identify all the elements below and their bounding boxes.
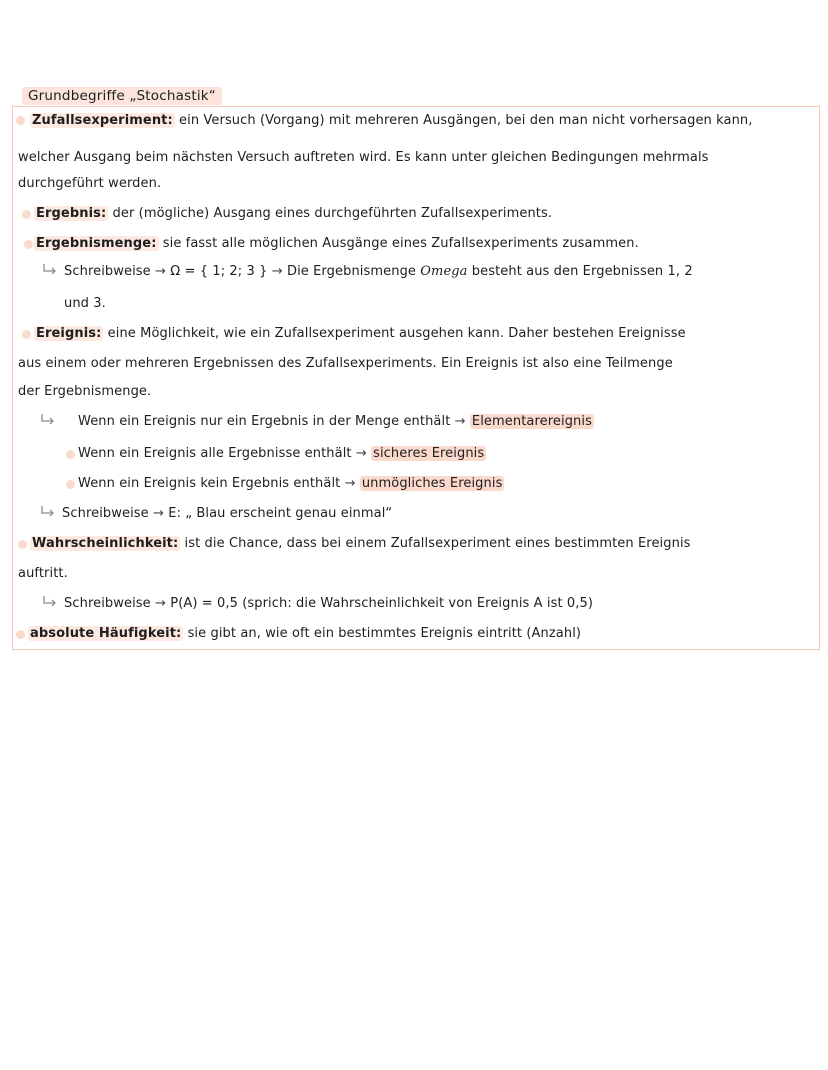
hook-arrow-icon [40,414,56,424]
hook-arrow-icon [42,596,58,606]
notation-label: Schreibweise [62,506,149,521]
ereignis-line-2: aus einem oder mehreren Ergebnissen des Zufallsexperiments. Ein Ereignis ist also eine Teilmenge [18,356,673,371]
definition-text: sie gibt an, wie oft ein bestimmtes Ereignis eintritt (Anzahl) [187,626,582,641]
bullet-dot-icon [22,210,31,219]
definition-text: sie fasst alle möglichen Ausgänge eines Zufallsexperiments zusammen. [162,236,639,251]
notation-formula: Ω = { 1; 2; 3 } [170,264,268,279]
ereignis-case-2 [78,446,486,461]
definition-text: eine Möglichkeit, wie ein Zufallsexperiment ausgehen kann. Daher bestehen Ereignisse [107,326,686,341]
right-arrow-icon: → [344,476,356,491]
right-arrow-icon: → [153,506,165,521]
term-haeufigkeit: absolute Häufigkeit: [30,626,182,641]
haeufigkeit-line [28,626,581,641]
case-result: sicheres Ereignis [373,446,485,461]
hook-arrow-icon [42,264,58,274]
omega-word: Omega [420,264,468,279]
notation-text: E: „ Blau erscheint genau einmal“ [168,506,393,521]
ergebnismenge-notation-line-2: und 3. [64,296,106,311]
term-ereignis: Ereignis: [36,326,102,341]
term-zufallsexperiment: Zufallsexperiment: [32,113,173,128]
definition-text: ein Versuch (Vorgang) mit mehreren Ausgängen, bei den man nicht vorhersagen kann, [179,113,753,128]
case-condition: Wenn ein Ereignis alle Ergebnisse enthält [78,446,352,461]
case-result: unmögliches Ereignis [361,476,503,491]
term-ergebnis: Ergebnis: [36,206,107,221]
term-wahrscheinlichkeit: Wahrscheinlichkeit: [32,536,179,551]
ereignis-notation [40,506,392,521]
right-arrow-icon: → [454,414,466,429]
notation-text: P(A) = 0,5 (sprich: die Wahrscheinlichkeit von Ereignis A ist 0,5) [170,596,594,611]
right-arrow-icon: → [355,446,367,461]
ereignis-line-3: der Ergebnismenge. [18,384,152,399]
ergebnismenge-line [34,236,639,251]
right-arrow-icon: → [155,264,167,279]
definition-text: ist die Chance, dass bei einem Zufallsexperiment eines bestimmten Ereignis [184,536,691,551]
notation-label: Schreibweise [64,596,151,611]
page-title: Grundbegriffe „Stochastik“ [22,87,222,105]
bullet-dot-icon [16,630,25,639]
ereignis-case-3 [78,476,504,491]
wahrscheinlichkeit-notation [42,596,593,611]
wahrscheinlichkeit-line-2: auftritt. [18,566,68,581]
right-arrow-icon: → [155,596,167,611]
ergebnis-line [34,206,552,221]
case-condition: Wenn ein Ereignis kein Ergebnis enthält [78,476,341,491]
bullet-dot-icon [18,540,27,549]
bullet-dot-icon [22,330,31,339]
right-arrow-icon: → [271,264,283,279]
wahrscheinlichkeit-line-1 [30,536,691,551]
ergebnismenge-notation [42,264,693,279]
term-ergebnismenge: Ergebnismenge: [36,236,157,251]
definition-text: der (mögliche) Ausgang eines durchgeführten Zufallsexperiments. [112,206,553,221]
zufallsexperiment-line-1 [30,113,753,128]
ereignis-case-1 [40,414,594,429]
notation-text: Die Ergebnismenge [286,264,417,279]
ereignis-line-1 [34,326,686,341]
zufallsexperiment-line-3: durchgeführt werden. [18,176,162,191]
bullet-dot-icon [16,116,25,125]
bullet-dot-icon [66,480,75,489]
case-result: Elementarereignis [471,414,592,429]
bullet-dot-icon [24,240,33,249]
hook-arrow-icon [40,506,56,516]
bullet-dot-icon [66,450,75,459]
notation-label: Schreibweise [64,264,151,279]
notation-rest: besteht aus den Ergebnissen 1, 2 [471,264,693,279]
case-condition: Wenn ein Ereignis nur ein Ergebnis in der Menge enthält [78,414,451,429]
zufallsexperiment-line-2: welcher Ausgang beim nächsten Versuch auftreten wird. Es kann unter gleichen Bedingungen mehrmals [18,150,709,165]
